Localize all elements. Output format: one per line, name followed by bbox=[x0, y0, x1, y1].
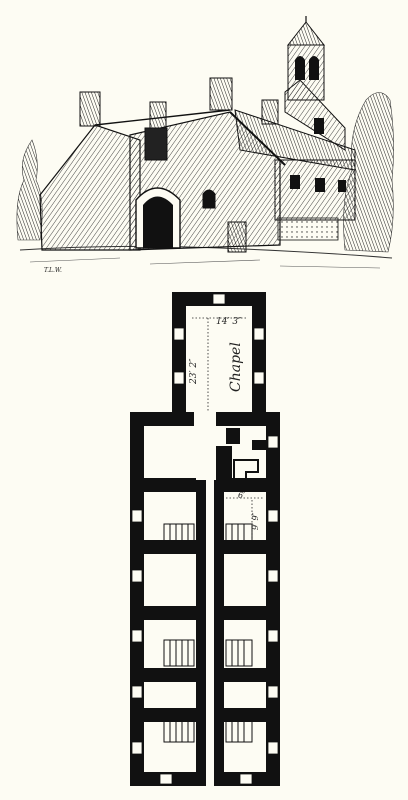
chapel-length-label: 23′ 2″ bbox=[189, 358, 199, 384]
stair-left-2 bbox=[164, 640, 194, 666]
cell-width-label: 6′ bbox=[238, 491, 245, 500]
left-cross-walls bbox=[144, 478, 196, 722]
building-sketch bbox=[17, 16, 394, 274]
chapel-width-label: 14′ 3″ bbox=[216, 317, 242, 327]
entrance-stair bbox=[216, 428, 266, 484]
stair-right-2 bbox=[226, 640, 252, 666]
chapel-walls bbox=[172, 292, 266, 426]
floor-plan bbox=[130, 292, 280, 786]
front-block bbox=[40, 78, 285, 252]
chapel-label: Chapel bbox=[228, 342, 244, 392]
artist-signature: T.L.W. bbox=[44, 267, 62, 274]
stair-right-3 bbox=[226, 720, 252, 742]
cell-length-label: 9′ 9″ bbox=[251, 512, 260, 530]
chapel-piers bbox=[174, 294, 264, 384]
stair-left-3 bbox=[164, 720, 194, 742]
tree-left bbox=[17, 140, 42, 240]
